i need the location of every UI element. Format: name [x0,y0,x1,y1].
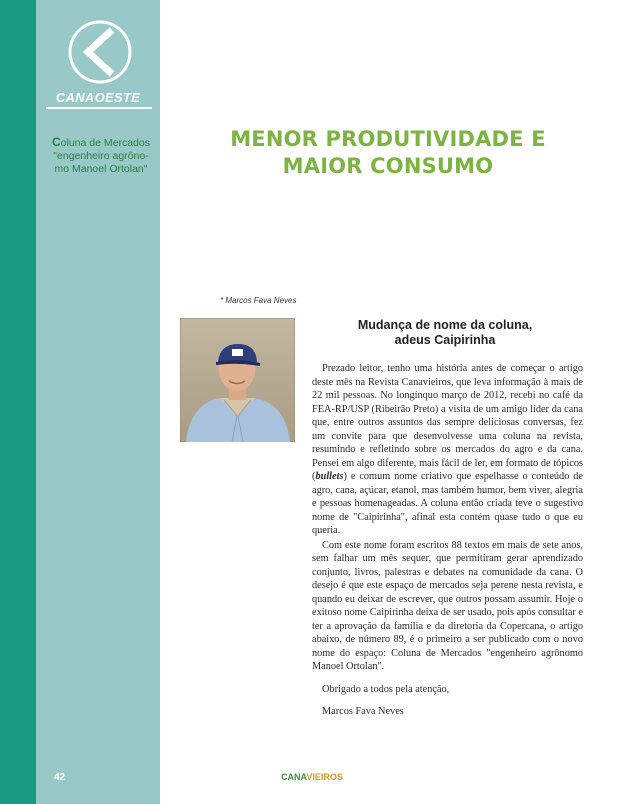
page-number: 42 [54,772,66,783]
edge-color-strip [0,0,36,804]
footer-brand-b: VIEIROS [306,772,343,782]
column-info-line-3: mo Manoel Ortolan" [54,163,148,175]
column-info-line-1 [44,136,158,150]
paragraph-1-text-b: ) e comum nome criativo que espelhasse o conteúdo de agro, cana, açúcar, etanol, mas também humor, bem viver, alegria e pessoas homenageadas. A coluna então criada teve o sugestivo nome de "Caipirinha", afinal esta contém quase tudo o que eu queria. [312,471,583,536]
article-subhead [330,318,560,348]
column-info-line-1-rest: oluna de Mercados [60,137,150,149]
subhead-line-1: Mudança de nome da coluna, [357,318,533,332]
brand-underline [46,107,152,109]
article-paragraph-1 [312,362,583,538]
sidebar-panel [36,0,160,804]
paragraph-1-text-a: Prezado leitor, tenho uma história antes de começar o artigo deste mês na Revista Canavieiros, que leva informação à mais de 22 mil pessoas. No longínquo março de 2012, recebi no café da FEA-RP/USP (Ribeirão Preto) a visita de um amigo líder da cana que, entre outros assuntos das sempre deliciosas conversas, fez um convite para que desenvolvesse uma coluna na revista, resumindo e refletindo sobre os mercados do agro e da cana. Pensei em algo diferente, mais fácil de ler, em formato de tópicos ( [312,363,583,482]
column-info [44,136,158,176]
column-info-line-2: "engenheiro agrôno- [53,150,149,162]
author-portrait-photo [180,318,295,442]
canaoeste-logo-icon [64,16,136,88]
column-info-initial: C [52,135,61,149]
author-note: * Marcos Fava Neves [220,296,297,305]
article-thanks: Obrigado a todos pela atenção, [322,683,450,695]
article-paragraph-2: Com este nome foram escritos 88 textos em mais de sete anos, sem falhar um mês sequer, que permitiram gerar aprendizado conjunto, livros, palestras e debates na comunidade da cana. O desejo é que este espaço de mercados seja perene nesta revista, e quando eu deixar de escrever, que outros possam assumir. Hoje o exitoso nome Caipirinha deixa de ser usado, pois após consultar e ter a aprovação da família e da diretoria da Copercana, o artigo abaixo, de número 89, é o primeiro a ser publicado com o novo nome do espaço: Coluna de Mercados "engenheiro agrônomo Manoel Ortolan". [312,539,583,672]
paragraph-1-emphasis: bullets [315,471,344,482]
article-headline [178,126,598,180]
footer-brand-a: CANA [281,772,307,782]
headline-line-2: MAIOR CONSUMO [282,154,494,178]
subhead-line-2: adeus Caipirinha [394,333,496,347]
article-signature: Marcos Fava Neves [322,706,404,717]
footer-brand [281,772,343,782]
headline-line-1: MENOR PRODUTIVIDADE E [230,127,546,151]
brand-name: CANAOESTE [55,90,141,105]
article-body [312,362,583,720]
